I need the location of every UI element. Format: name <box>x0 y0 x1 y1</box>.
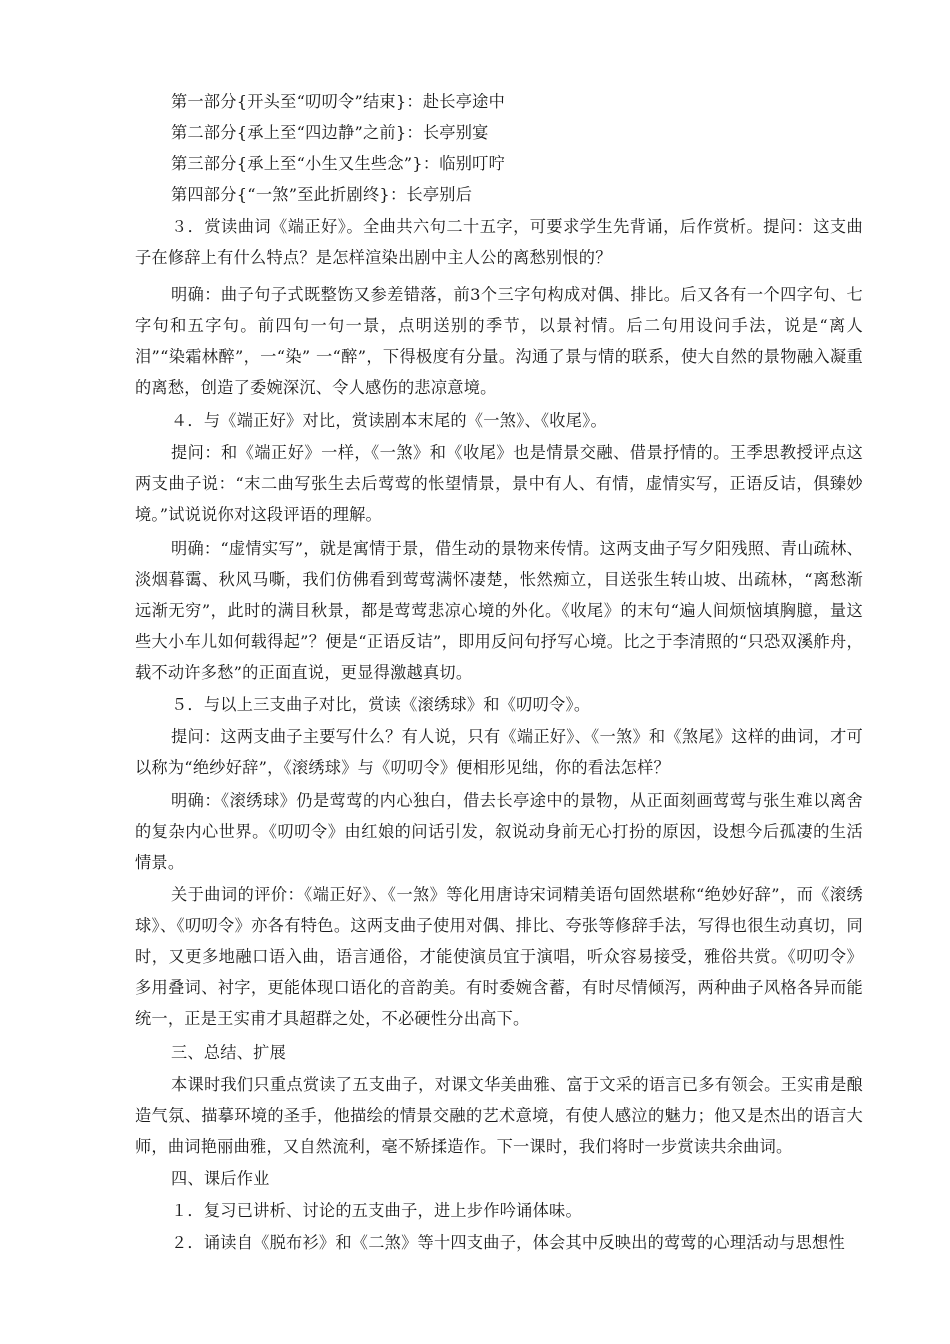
homework-item-1: １．复习已讲析、讨论的五支曲子，进上步作吟诵体味。 <box>171 1201 582 1220</box>
outline-part-4: 第四部分{“一煞”至此折剧终}：长亭别后 <box>171 185 473 204</box>
homework-item-2: ２．诵读自《脱布衫》和《二煞》等十四支曲子，体会其中反映出的莺莺的心理活动与思想性 <box>171 1233 845 1252</box>
item-3-answer: 明确：曲子句子式既整饬又参差错落，前3个三字句构成对偶、排比。后又各有一个四字句、七字句和五字句。前四句一句一景，点明送别的季节，以景衬情。后二句用设问手法，说是“离人泪”“染霜林醉”，一“染” 一“醉”，下得极度有分量。沟通了景与情的联系，使大自然的景物融入凝重的离愁，创造了委婉深沉、令人感伤的悲凉意境。 <box>135 285 863 397</box>
section-summary-heading: 三、总结、扩展 <box>171 1043 287 1062</box>
outline-part-2: 第二部分{承上至“四边静”之前}：长亭别宴 <box>171 123 489 142</box>
section-homework-heading: 四、课后作业 <box>171 1169 270 1188</box>
outline-part-1: 第一部分{开头至“叨叨令”结束}：赴长亭途中 <box>171 92 506 111</box>
outline-part-3: 第三部分{承上至“小生又生些念”}：临别叮咛 <box>171 154 506 173</box>
item-4-answer: 明确：“虚情实写”，就是寓情于景，借生动的景物来传情。这两支曲子写夕阳残照、青山疏林、淡烟暮霭、秋风马嘶，我们仿佛看到莺莺满怀凄楚，怅然痴立，目送张生转山坡、出疏林，“离愁渐远渐无穷”，此时的满目秋景，都是莺莺悲凉心境的外化。《收尾》的末句“遍人间烦恼填胸臆，量这些大小车儿如何载得起”？便是“正语反诘”，即用反问句抒写心境。比之于李清照的“只恐双溪舴舟，载不动许多愁”的正面直说，更显得激越真切。 <box>135 539 863 682</box>
item-3-question: ３．赏读曲词《端正好》。全曲共六句二十五字，可要求学生先背诵，后作赏析。提问：这支曲子在修辞上有什么特点？是怎样渲染出剧中主人公的离愁别恨的？ <box>135 217 863 267</box>
item-5-question: 提问：这两支曲子主要写什么？有人说，只有《端正好》、《一煞》和《煞尾》这样的曲词，才可以称为“绝纱好辞”，《滚绣球》与《叨叨令》便相形见绌，你的看法怎样？ <box>135 727 863 777</box>
item-5-answer: 明确：《滚绣球》仍是莺莺的内心独白，借去长亭途中的景物，从正面刻画莺莺与张生难以离舍的复杂内心世界。《叨叨令》由红娘的问话引发，叙说动身前无心打扮的原因，设想今后孤凄的生活情景。 <box>135 791 863 872</box>
item-5-heading: ５．与以上三支曲子对比，赏读《滚绣球》和《叨叨令》。 <box>171 695 591 714</box>
item-4-question: 提问：和《端正好》一样，《一煞》和《收尾》也是情景交融、借景抒情的。王季思教授评点这两支曲子说：“末二曲写张生去后莺莺的怅望情景，景中有人、有情，虚情实写，正语反诘，俱臻妙境。”试说说你对这段评语的理解。 <box>135 443 863 524</box>
item-4-heading: ４．与《端正好》对比，赏读剧本末尾的《一煞》、《收尾》。 <box>171 411 607 430</box>
lyrics-evaluation: 关于曲词的评价：《端正好》、《一煞》等化用唐诗宋词精美语句固然堪称“绝妙好辞”，而《滚绣球》、《叨叨令》亦各有特色。这两支曲子使用对偶、排比、夸张等修辞手法，写得也很生动真切，同时，又更多地融口语入曲，语言通俗，才能使演员宜于演唱，听众容易接受，雅俗共赏。《叨叨令》多用叠词、衬字，更能体现口语化的音韵美。有时委婉含蓄，有时尽情倾泻，两种曲子风格各异而能统一，正是王实甫才具超群之处，不必硬性分出高下。 <box>135 885 863 1028</box>
section-summary-body: 本课时我们只重点赏读了五支曲子，对课文华美曲雅、富于文采的语言已多有领会。王实甫是酿造气氛、描摹环境的圣手，他描绘的情景交融的艺术意境，有使人感泣的魅力；他又是杰出的语言大师，曲词艳丽曲雅，又自然流利，毫不矫揉造作。下一课时，我们将时一步赏读共余曲词。 <box>135 1075 863 1156</box>
